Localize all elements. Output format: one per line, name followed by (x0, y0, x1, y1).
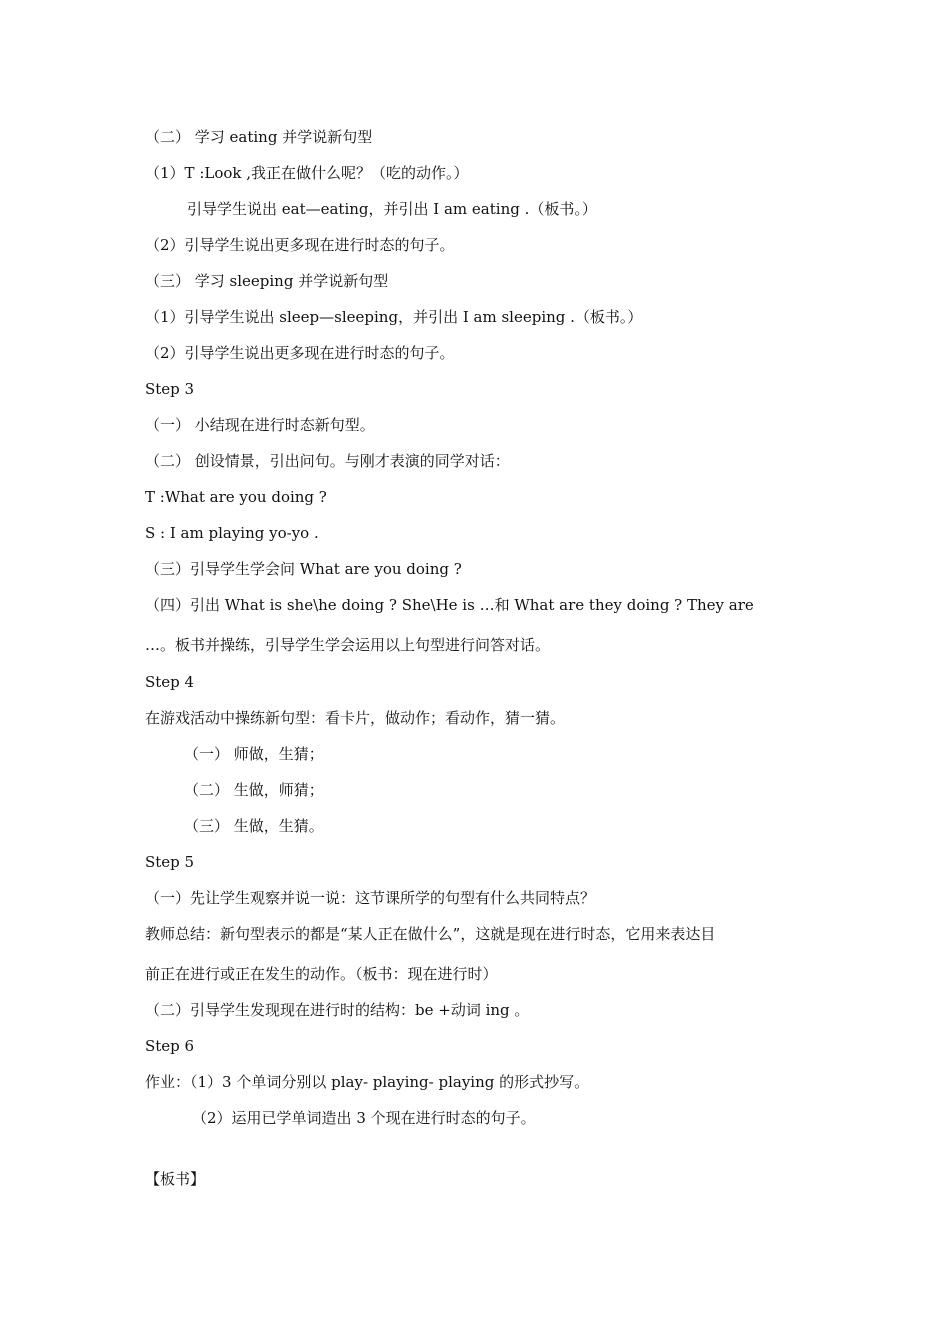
paragraph-line: 在游戏活动中操练新句型：看卡片，做动作；看动作，猜一猜。 (145, 709, 566, 727)
paragraph-line: 作业：（1）3 个单词分别以 play- playing- playing 的形式抄写。 (145, 1073, 590, 1091)
paragraph-line: （2）引导学生说出更多现在进行时态的句子。 (145, 344, 455, 362)
paragraph-line: （2）引导学生说出更多现在进行时态的句子。 (145, 236, 455, 254)
step-heading: Step 3 (145, 380, 195, 398)
board-heading: 【板书】 (145, 1170, 206, 1188)
paragraph-line: （1）引导学生说出 sleep—sleeping，并引出 I am sleeping .（板书。） (145, 308, 643, 326)
paragraph-line: （三）引导学生学会问 What are you doing ? (145, 560, 462, 578)
paragraph-line: 教师总结：新句型表示的都是“某人正在做什么”，这就是现在进行时态，它用来表达目 (145, 925, 716, 943)
section-heading-sleeping: （三） 学习 sleeping 并学说新句型 (145, 272, 389, 290)
paragraph-line: （一） 小结现在进行时态新句型。 (145, 416, 375, 434)
list-item: （三） 生做，生猜。 (184, 817, 324, 835)
step-heading: Step 5 (145, 853, 195, 871)
paragraph-line: （2）运用已学单词造出 3 个现在进行时态的句子。 (192, 1109, 536, 1127)
list-item: （二） 生做，师猜； (184, 781, 324, 799)
step-heading: Step 4 (145, 673, 195, 691)
paragraph-line: （四）引出 What is she\he doing ? She\He is …和 What are they doing ? They are (145, 596, 754, 614)
dialogue-line: T :What are you doing ? (145, 488, 327, 506)
paragraph-line: 前正在进行或正在发生的动作。（板书：现在进行时） (145, 965, 498, 983)
step-heading: Step 6 (145, 1037, 195, 1055)
paragraph-line: （二）引导学生发现现在进行时的结构：be +动词 ing 。 (145, 1001, 530, 1019)
paragraph-line: （一）先让学生观察并说一说：这节课所学的句型有什么共同特点？ (145, 889, 596, 907)
paragraph-line: …。板书并操练，引导学生学会运用以上句型进行问答对话。 (145, 636, 551, 654)
list-item: （一） 师做，生猜； (184, 745, 324, 763)
paragraph-line: （1）T :Look ,我正在做什么呢？（吃的动作。） (145, 164, 469, 182)
paragraph-line: 引导学生说出 eat—eating，并引出 I am eating .（板书。） (187, 200, 597, 218)
dialogue-line: S : I am playing yo-yo . (145, 524, 319, 542)
paragraph-line: （二） 创设情景，引出问句。与刚才表演的同学对话： (145, 452, 510, 470)
section-heading-eating: （二） 学习 eating 并学说新句型 (145, 128, 373, 146)
